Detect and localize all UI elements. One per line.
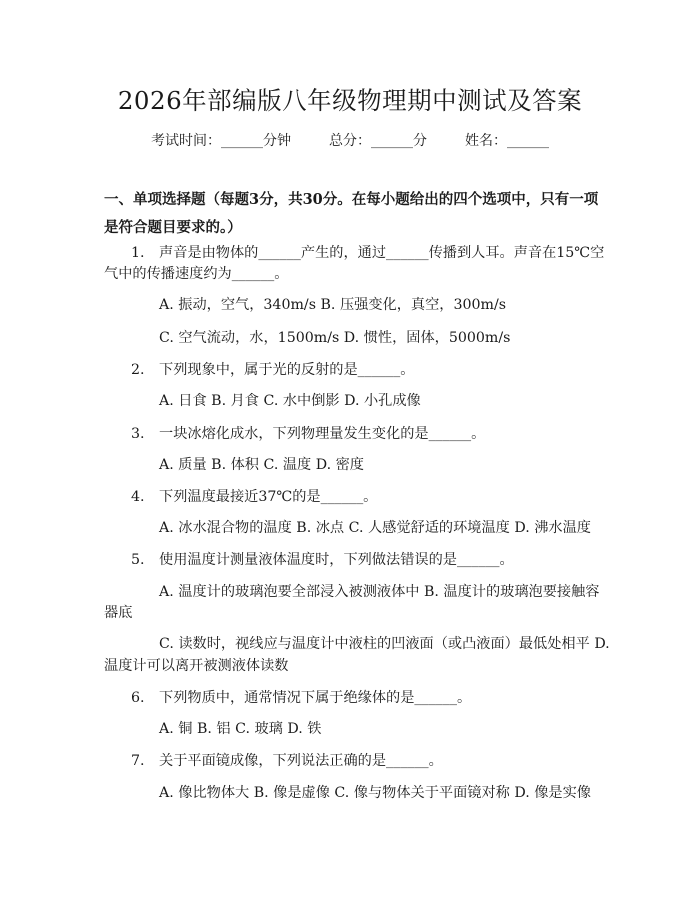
question-text: 下列现象中，属于光的反射的是______。 [159, 362, 415, 378]
question-1 [131, 243, 604, 263]
question-text: 声音是由物体的______产生的，通过______传播到人耳。声音在15℃空 [159, 245, 605, 261]
question-text: 下列物质中，通常情况下属于绝缘体的是______。 [159, 690, 472, 706]
question-6-options: A. 铜 B. 铝 C. 玻璃 D. 铁 [159, 721, 322, 737]
question-2 [131, 360, 414, 380]
exam-meta [0, 130, 700, 150]
question-3 [131, 424, 485, 444]
question-5-options-ab: A. 温度计的玻璃泡要全部浸入被测液体中 B. 温度计的玻璃泡要接触容 [159, 584, 600, 600]
question-5-options-cd: C. 读数时，视线应与温度计中液柱的凹液面（或凸液面）最低处相平 D. [159, 636, 610, 652]
question-5-options-cd-continued: 温度计可以离开被测液体读数 [104, 658, 289, 674]
exam-time-field: 考试时间：______分钟 [151, 133, 291, 149]
question-number: 2. [131, 362, 145, 378]
question-number: 3. [131, 426, 145, 442]
section-heading: 一、单项选择题（每题3分，共30分。在每小题给出的四个选项中，只有一项是符合题目要求的。） [104, 191, 599, 236]
question-text: 使用温度计测量液体温度时，下列做法错误的是______。 [159, 552, 514, 568]
question-6 [131, 688, 471, 708]
question-number: 1. [131, 245, 145, 261]
question-7 [131, 751, 443, 771]
student-name-field: 姓名：______ [465, 133, 549, 149]
question-3-options: A. 质量 B. 体积 C. 温度 D. 密度 [159, 457, 364, 473]
question-4 [131, 487, 377, 507]
question-4-options: A. 冰水混合物的温度 B. 冰点 C. 人感觉舒适的环境温度 D. 沸水温度 [159, 520, 591, 536]
question-text: 关于平面镜成像，下列说法正确的是______。 [159, 753, 443, 769]
question-1-options-ab: A. 振动，空气，340m/s B. 压强变化，真空，300m/s [159, 297, 507, 313]
question-5-options-ab-continued: 器底 [104, 605, 133, 621]
question-2-options: A. 日食 B. 月食 C. 水中倒影 D. 小孔成像 [159, 393, 421, 409]
question-number: 7. [131, 753, 145, 769]
question-text: 一块冰熔化成水，下列物理量发生变化的是______。 [159, 426, 486, 442]
question-number: 6. [131, 690, 145, 706]
question-1-options-cd: C. 空气流动，水，1500m/s D. 惯性，固体，5000m/s [159, 330, 511, 346]
question-number: 5. [131, 552, 145, 568]
question-5 [131, 550, 514, 570]
question-text: 下列温度最接近37℃的是______。 [159, 489, 378, 505]
question-7-options: A. 像比物体大 B. 像是虚像 C. 像与物体关于平面镜对称 D. 像是实像 [159, 785, 591, 801]
question-number: 4. [131, 489, 145, 505]
question-1-continued: 气中的传播速度约为______。 [104, 266, 289, 282]
total-score-field: 总分：______分 [329, 133, 427, 149]
page-title: 2026年部编版八年级物理期中测试及答案 [117, 86, 583, 115]
